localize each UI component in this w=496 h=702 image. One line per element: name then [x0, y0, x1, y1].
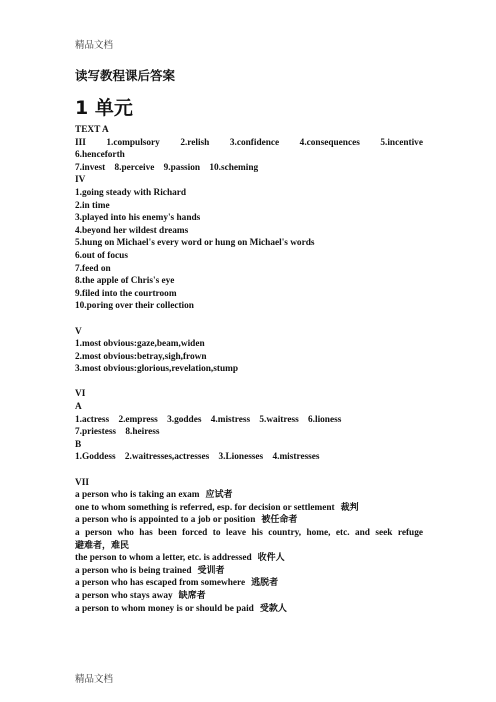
list-item: 3.played into his enemy's hands [75, 213, 201, 224]
list-item: 2.in time [75, 200, 110, 211]
list-item: 1.going steady with Richard [75, 187, 187, 198]
definition-row [75, 603, 423, 616]
definition-cn: 避难者，难民 [75, 540, 130, 551]
definition-en: the person to whom a letter, etc. is addressed [75, 553, 252, 564]
document-title: 读写教程课后答案 [75, 68, 176, 83]
definition-en: a person who stays away [75, 590, 173, 601]
list-item: 7.feed on [75, 263, 111, 274]
spacer [75, 376, 423, 389]
list-item: 2.most obvious:betray,sigh,frown [75, 351, 207, 362]
section-vii-label: VII [75, 477, 89, 488]
definition-en: a person who has been forced to leave his country, home, etc. and seek refuge [75, 528, 423, 538]
definition-cn: 受训者 [197, 565, 225, 576]
answer-item: 4.consequences [299, 137, 360, 148]
definition-row [75, 577, 423, 590]
definition-cn: 应试者 [205, 490, 233, 501]
text-label: TEXT A [75, 125, 109, 135]
definition-row [75, 540, 423, 553]
list-item: 9.filed into the courtroom [75, 288, 177, 299]
definition-en: a person who is appointed to a job or position [75, 515, 256, 526]
definition-row [75, 565, 423, 578]
answer-item: 5.incentive [380, 137, 423, 148]
list-item: 6.out of focus [75, 250, 128, 261]
definition-row [75, 489, 423, 502]
list-item: 8.the apple of Chris's eye [75, 276, 175, 287]
answer-item: 1.compulsory [106, 137, 160, 148]
definition-cn: 缺席者 [178, 590, 206, 601]
section-iii-label: III [75, 137, 86, 148]
section-vi-label: VI [75, 389, 86, 400]
page-header: 精品文档 [75, 40, 114, 51]
unit-heading: 1 单元 [75, 97, 133, 119]
subsection-b-line1: 1.Goddess 2.waitresses,actresses 3.Lionesses 4.mistresses [75, 452, 320, 463]
definition-row [75, 514, 423, 527]
spacer [75, 313, 423, 326]
definition-row [75, 552, 423, 565]
section-iii-line2: 7.invest 8.perceive 9.passion 10.scheming [75, 162, 259, 173]
definition-en: a person who is being trained [75, 565, 192, 576]
answer-item: 3.confidence [229, 137, 280, 148]
definition-cn: 受款人 [259, 603, 287, 614]
definition-row [75, 527, 423, 540]
definition-en: a person who is taking an exam [75, 490, 200, 501]
list-item: 3.most obvious:glorious,revelation,stump [75, 364, 239, 375]
list-item: 5.hung on Michael's every word or hung on Michael's words [75, 238, 315, 249]
definition-en: one to whom something is referred, esp. for decision or settlement [75, 502, 335, 513]
answer-item: 6.henceforth [75, 150, 125, 161]
spacer [75, 464, 423, 477]
subsection-a-line2: 7.priestess 8.heiress [75, 427, 160, 438]
subsection-a-line1: 1.actress 2.empress 3.goddes 4.mistress 5.waitress 6.lioness [75, 414, 342, 425]
list-item: 4.beyond her wildest dreams [75, 225, 189, 236]
definition-cn: 收件人 [257, 553, 285, 564]
subsection-a-label: A [75, 402, 82, 413]
definition-cn: 裁判 [340, 502, 359, 513]
definition-cn: 逃脱者 [251, 578, 279, 589]
definition-cn: 被任命者 [261, 515, 298, 526]
section-iii-line1 [75, 137, 423, 150]
section-iv-label: IV [75, 175, 86, 186]
list-item: 10.poring over their collection [75, 301, 194, 312]
definition-row [75, 502, 423, 515]
definition-en: a person to whom money is or should be paid [75, 603, 254, 614]
answer-content [75, 124, 423, 615]
subsection-b-label: B [75, 439, 82, 450]
list-item: 1.most obvious:gaze,beam,widen [75, 339, 205, 350]
answer-item: 2.relish [180, 137, 210, 148]
page-footer: 精品文档 [75, 674, 114, 685]
definition-row [75, 590, 423, 603]
definition-en: a person who has escaped from somewhere [75, 578, 246, 589]
section-v-label: V [75, 326, 82, 337]
